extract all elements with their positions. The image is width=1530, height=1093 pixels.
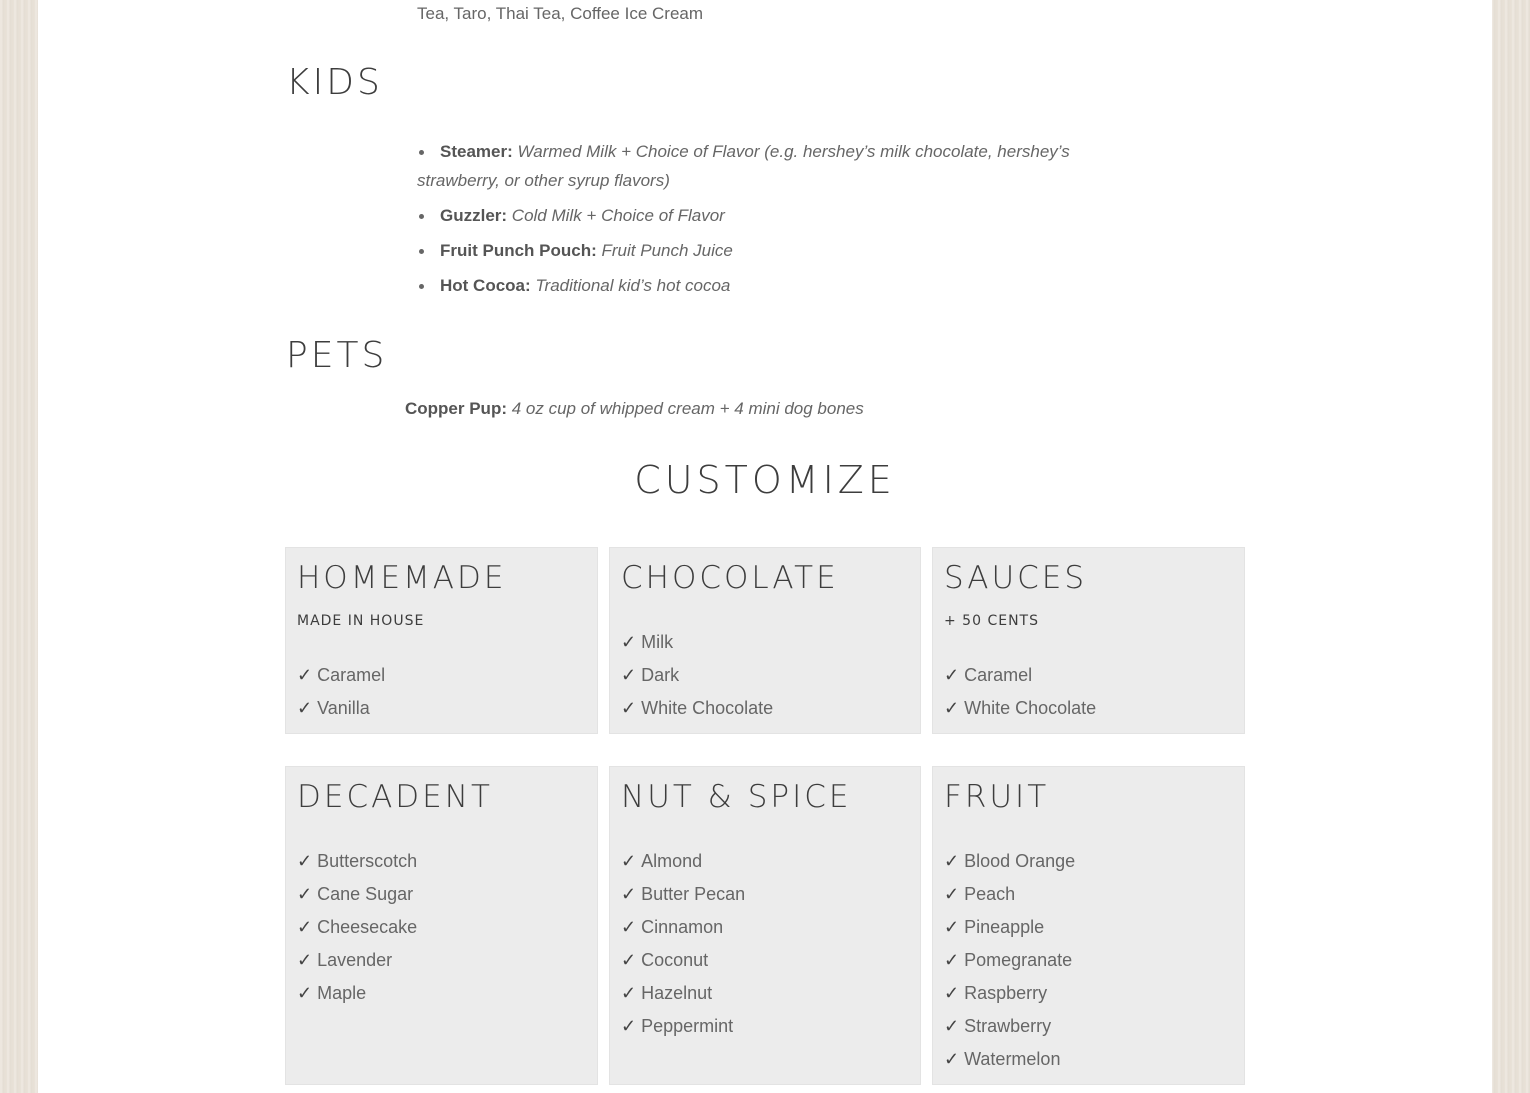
flavor-box-nut-spice <box>609 766 921 1085</box>
list-item: ✓ Butterscotch <box>297 851 418 871</box>
pets-item <box>405 399 864 419</box>
flavor-list <box>297 845 417 1010</box>
list-item <box>417 236 1107 265</box>
list-item: ✓ Lavender <box>297 950 393 970</box>
kids-menu-list <box>417 137 1107 306</box>
check-icon: ✓ <box>621 1016 637 1036</box>
list-item: ✓ Pomegranate <box>944 950 1073 970</box>
customize-heading: CUSTOMIZE <box>634 458 896 502</box>
list-item: ✓ Coconut <box>621 950 709 970</box>
list-item: ✓ Pineapple <box>944 917 1045 937</box>
list-item <box>417 137 1107 195</box>
check-icon: ✓ <box>944 698 960 718</box>
item-desc: Warmed Milk + Choice of Flavor (e.g. hershey’s milk chocolate, hershey’s strawberry, or other syrup flavors) <box>417 142 1070 190</box>
box-subtitle: MADE IN HOUSE <box>297 613 425 629</box>
list-item: ✓ White Chocolate <box>621 698 774 718</box>
check-icon: ✓ <box>621 851 637 871</box>
list-item: ✓ Caramel <box>297 665 386 685</box>
check-icon: ✓ <box>297 917 313 937</box>
list-item: ✓ Peppermint <box>621 1016 734 1036</box>
list-item: ✓ Dark <box>621 665 680 685</box>
item-name: Hot Cocoa: <box>440 276 531 295</box>
list-item: ✓ Peach <box>944 884 1016 904</box>
check-icon: ✓ <box>944 851 960 871</box>
list-item: ✓ Almond <box>621 851 703 871</box>
list-item <box>417 201 1107 230</box>
list-item: ✓ Strawberry <box>944 1016 1052 1036</box>
list-item: ✓ White Chocolate <box>944 698 1097 718</box>
check-icon: ✓ <box>944 665 960 685</box>
check-icon: ✓ <box>621 632 637 652</box>
box-title: CHOCOLATE <box>621 560 839 596</box>
list-item: ✓ Blood Orange <box>944 851 1076 871</box>
check-icon: ✓ <box>944 917 960 937</box>
item-name: Fruit Punch Pouch: <box>440 241 597 260</box>
list-item: ✓ Cheesecake <box>297 917 418 937</box>
check-icon: ✓ <box>621 665 637 685</box>
list-item: ✓ Hazelnut <box>621 983 713 1003</box>
check-icon: ✓ <box>944 884 960 904</box>
item-desc: Cold Milk + Choice of Flavor <box>511 206 725 225</box>
list-item: ✓ Caramel <box>944 665 1033 685</box>
check-icon: ✓ <box>621 884 637 904</box>
box-title: NUT & SPICE <box>621 779 852 815</box>
list-item: ✓ Butter Pecan <box>621 884 746 904</box>
check-icon: ✓ <box>621 950 637 970</box>
flavor-list <box>944 845 1075 1076</box>
flavor-box-sauces <box>932 547 1245 734</box>
check-icon: ✓ <box>297 983 313 1003</box>
page-content <box>38 0 1492 1093</box>
flavor-list <box>297 659 385 725</box>
check-icon: ✓ <box>944 983 960 1003</box>
list-item: ✓ Raspberry <box>944 983 1048 1003</box>
kids-heading: KIDS <box>286 62 383 103</box>
box-title: DECADENT <box>297 779 493 815</box>
check-icon: ✓ <box>621 917 637 937</box>
check-icon: ✓ <box>297 665 313 685</box>
check-icon: ✓ <box>621 698 637 718</box>
check-icon: ✓ <box>944 950 960 970</box>
list-item: ✓ Cinnamon <box>621 917 724 937</box>
item-desc: Traditional kid’s hot cocoa <box>535 276 731 295</box>
list-item: ✓ Maple <box>297 983 367 1003</box>
check-icon: ✓ <box>297 950 313 970</box>
pets-heading: PETS <box>286 335 388 376</box>
item-name: Steamer: <box>440 142 513 161</box>
check-icon: ✓ <box>621 983 637 1003</box>
list-item: ✓ Vanilla <box>297 698 370 718</box>
check-icon: ✓ <box>297 698 313 718</box>
item-desc: Fruit Punch Juice <box>601 241 733 260</box>
flavor-box-chocolate <box>609 547 921 734</box>
flavor-list <box>621 626 773 725</box>
list-item: ✓ Milk <box>621 632 674 652</box>
flavor-box-homemade <box>285 547 598 734</box>
item-desc: 4 oz cup of whipped cream + 4 mini dog bones <box>511 399 864 418</box>
flavor-list <box>944 659 1096 725</box>
item-name: Copper Pup: <box>405 399 507 418</box>
check-icon: ✓ <box>944 1049 960 1069</box>
check-icon: ✓ <box>297 884 313 904</box>
flavor-box-decadent <box>285 766 598 1085</box>
list-item: ✓ Watermelon <box>944 1049 1061 1069</box>
check-icon: ✓ <box>944 1016 960 1036</box>
flavor-box-fruit <box>932 766 1245 1085</box>
box-title: SAUCES <box>944 560 1088 596</box>
box-title: HOMEMADE <box>297 560 507 596</box>
carryover-text: Tea, Taro, Thai Tea, Coffee Ice Cream <box>417 4 704 23</box>
flavor-list <box>621 845 745 1043</box>
check-icon: ✓ <box>297 851 313 871</box>
list-item <box>417 271 1107 300</box>
box-title: FRUIT <box>944 779 1050 815</box>
item-name: Guzzler: <box>440 206 508 225</box>
box-subtitle: + 50 CENTS <box>944 613 1039 629</box>
list-item: ✓ Cane Sugar <box>297 884 414 904</box>
